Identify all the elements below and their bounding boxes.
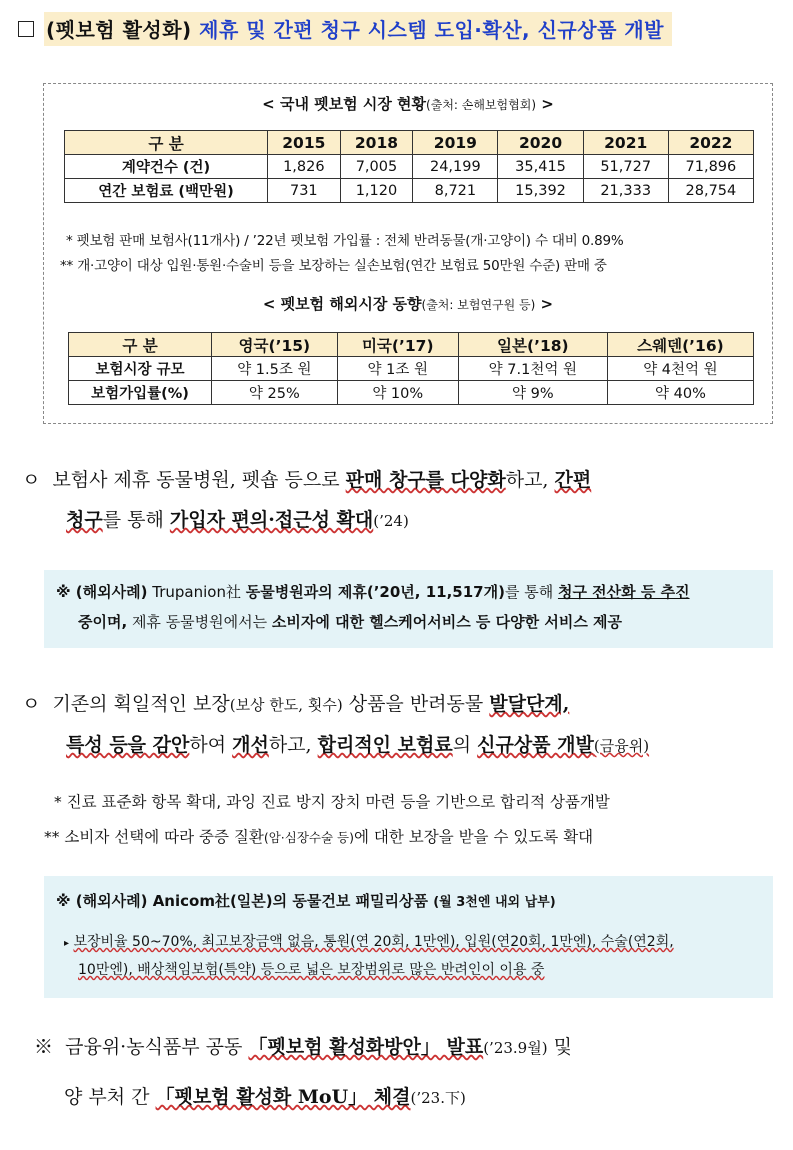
table-cell: 51,727 xyxy=(583,155,668,179)
para2-note-2: ** 소비자 선택에 따라 중증 질환(암·심장수술 등)에 대한 보장을 받을 수 있도록 확대 xyxy=(44,828,594,846)
paragraph-2-line-1: ㅇ 기존의 획일적인 보장(보상 한도, 횟수) 상품을 반려동물 발달단계, xyxy=(22,693,570,715)
table-cell: 35,415 xyxy=(498,155,583,179)
header-cell: 구 분 xyxy=(69,333,212,357)
domestic-caption: < 국내 펫보험 시장 현황(출처: 손해보험협회) > xyxy=(262,95,554,113)
table-row xyxy=(65,155,754,179)
table-cell: 약 1.5조 원 xyxy=(212,357,338,381)
table-cell: 71,896 xyxy=(668,155,753,179)
paragraph-1-line-2: 청구를 통해 가입자 편의·접근성 확대(’24) xyxy=(66,509,409,531)
overseas-case-box-2 xyxy=(44,876,773,998)
heading-part1: (펫보험 활성화) xyxy=(46,18,192,42)
domestic-note-2: ** 개·고양이 대상 입원·통원·수술비 등을 보장하는 실손보험(연간 보험료 50만원 수준) 판매 중 xyxy=(60,258,607,274)
header-cell: 구 분 xyxy=(65,131,268,155)
header-cell: 2022 xyxy=(668,131,753,155)
case-1-line-2: 중이며, 제휴 동물병원에서는 소비자에 대한 헬스케어서비스 등 다양한 서비스 제공 xyxy=(78,613,623,631)
paragraph-2 xyxy=(22,684,649,766)
case-2-line-1: ▸ 보장비율 50~70%, 최고보장금액 없음, 통원(연 20회, 1만엔), 입원(연20회, 1만엔), 수술(연2회, xyxy=(64,934,674,950)
table-row xyxy=(65,179,754,203)
header-cell: 2021 xyxy=(583,131,668,155)
final-note-line-2: 양 부처 간 「펫보험 활성화 MoU」 체결(’23.下) xyxy=(64,1086,466,1108)
row-label: 계약건수 (건) xyxy=(65,155,268,179)
para2-note-1: * 진료 표준화 항목 확대, 과잉 진료 방지 장치 마련 등을 기반으로 합리적 상품개발 xyxy=(54,793,610,811)
row-label: 연간 보험료 (백만원) xyxy=(65,179,268,203)
table-cell: 약 10% xyxy=(337,381,458,405)
table-cell: 약 4천억 원 xyxy=(607,357,753,381)
row-label: 보험가입률(%) xyxy=(69,381,212,405)
header-cell: 2019 xyxy=(413,131,498,155)
heading-part2: 제휴 및 간편 청구 시스템 도입·확산, xyxy=(199,18,531,42)
paragraph-2-line-2: 특성 등을 감안하여 개선하고, 합리적인 보험료의 신규상품 개발(금융위) xyxy=(66,734,650,756)
final-note-line-1: ※ 금융위·농식품부 공동 「펫보험 활성화방안」 발표(’23.9월) 및 xyxy=(34,1036,572,1058)
bullet: ㅇ xyxy=(22,469,41,491)
header-cell: 미국(’17) xyxy=(337,333,458,357)
case-2-line-2: 10만엔), 배상책임보험(특약) 등으로 넓은 보장범위로 많은 반려인이 이용 중 xyxy=(78,962,545,978)
table-cell: 약 25% xyxy=(212,381,338,405)
table-row xyxy=(69,357,754,381)
table-cell: 약 9% xyxy=(458,381,607,405)
domestic-note-1: * 펫보험 판매 보험사(11개사) / ’22년 펫보험 가입률 : 전체 반려동물(개·고양이) 수 대비 0.89% xyxy=(66,233,624,249)
table-header-row xyxy=(69,333,754,357)
domestic-table xyxy=(64,130,754,203)
bullet: ㅇ xyxy=(22,693,41,715)
table-cell: 24,199 xyxy=(413,155,498,179)
table-cell: 약 7.1천억 원 xyxy=(458,357,607,381)
table-cell: 7,005 xyxy=(340,155,413,179)
market-status-box xyxy=(43,83,773,424)
table-cell: 21,333 xyxy=(583,179,668,203)
header-cell: 2018 xyxy=(340,131,413,155)
table-cell: 약 1조 원 xyxy=(337,357,458,381)
header-cell: 스웨덴(’16) xyxy=(607,333,753,357)
heading-bar xyxy=(44,12,672,46)
table-cell: 15,392 xyxy=(498,179,583,203)
header-cell: 2020 xyxy=(498,131,583,155)
table-cell: 8,721 xyxy=(413,179,498,203)
paragraph-1-line-1: ㅇ 보험사 제휴 동물병원, 펫숍 등으로 판매 창구를 다양화하고, 간편 xyxy=(22,469,592,491)
overseas-case-box-1 xyxy=(44,570,773,648)
triangle-bullet-icon: ▸ xyxy=(64,938,70,949)
row-label: 보험시장 규모 xyxy=(69,357,212,381)
reference-mark-icon: ※ xyxy=(34,1036,54,1058)
table-cell: 28,754 xyxy=(668,179,753,203)
header-cell: 일본(’18) xyxy=(458,333,607,357)
paragraph-1 xyxy=(22,460,591,541)
case-2-title: ※ (해외사례) Anicom社(일본)의 동물건보 패밀리상품 (월 3천엔 내외 납부) xyxy=(56,892,556,910)
table-row xyxy=(69,381,754,405)
overseas-table xyxy=(68,332,754,405)
table-cell: 1,120 xyxy=(340,179,413,203)
section-heading xyxy=(18,14,672,44)
table-header-row xyxy=(65,131,754,155)
overseas-caption: < 펫보험 해외시장 동향(출처: 보험연구원 등) > xyxy=(262,295,554,313)
header-cell: 영국(’15) xyxy=(212,333,338,357)
heading-part3: 신규상품 개발 xyxy=(537,18,664,42)
table-cell: 1,826 xyxy=(268,155,341,179)
table-cell: 약 40% xyxy=(607,381,753,405)
case-1-line-1: ※ (해외사례) Trupanion社 동물병원과의 제휴(’20년, 11,517개)를 통해 청구 전산화 등 추진 xyxy=(56,583,690,601)
table-cell: 731 xyxy=(268,179,341,203)
header-cell: 2015 xyxy=(268,131,341,155)
checkbox-icon xyxy=(18,21,34,37)
